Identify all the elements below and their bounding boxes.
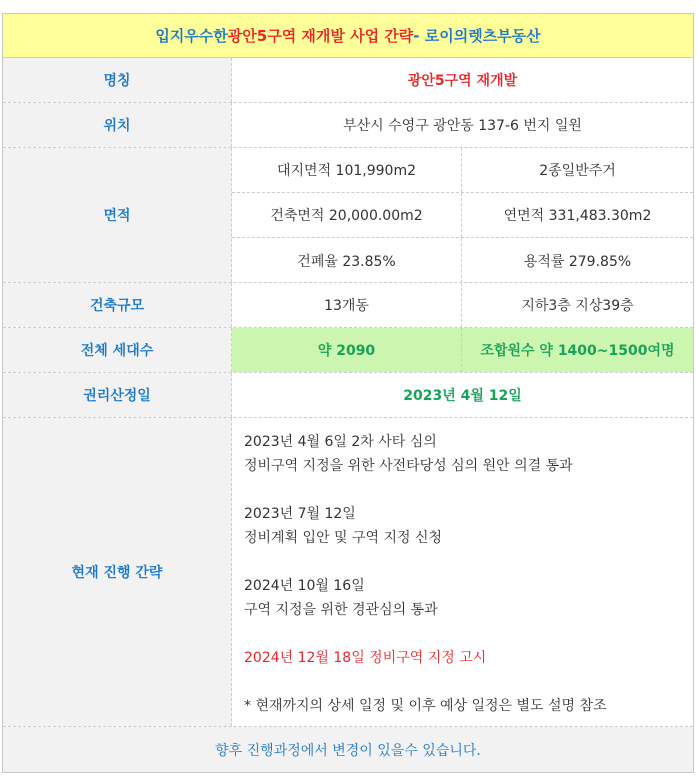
total-floor-area: 연면적 331,483.30m2 (503, 208, 652, 224)
table-row-name (3, 58, 693, 103)
row-label-scale: 건축규모 (3, 283, 232, 327)
row-label-progress: 현재 진행 간략 (3, 418, 232, 726)
title-suffix: - 로이의렛츠부동산 (413, 27, 541, 45)
row-label-location: 위치 (3, 103, 232, 147)
site-area: 대지면적 101,990m2 (232, 148, 462, 192)
area-subrow (232, 193, 693, 238)
progress-note: * 현재까지의 상세 일정 및 이후 예상 일정은 별도 설명 참조 (244, 698, 607, 714)
table-row-area (3, 148, 693, 283)
household-count: 약 2090 (232, 328, 462, 372)
area-subrow (232, 238, 693, 283)
row-label-rights-date: 권리산정일 (3, 373, 232, 417)
progress-entry-date: 2023년 7월 12일 (244, 506, 356, 522)
location-value: 부산시 수영구 광안동 137-6 번지 일원 (343, 118, 582, 134)
row-label-households: 전체 세대수 (3, 328, 232, 372)
progress-entry-desc: 정비구역 지정을 위한 사전타당성 심의 원안 의결 통과 (244, 458, 573, 474)
table-row-progress (3, 418, 693, 727)
area-subrow (232, 148, 693, 193)
row-label-name: 명칭 (3, 58, 232, 102)
rights-date-value: 2023년 4월 12일 (403, 388, 522, 404)
table-footer-note: 향후 진행과정에서 변경이 있을수 있습니다. (3, 727, 693, 772)
member-count: 조합원수 약 1400~1500여명 (462, 328, 693, 372)
table-title (3, 14, 693, 58)
progress-entry-date: 2023년 4월 6일 2차 사타 심의 (244, 434, 437, 450)
building-area: 건축면적 20,000.00m2 (232, 193, 462, 237)
info-table (2, 13, 694, 773)
table-row-households (3, 328, 693, 373)
table-row-scale (3, 283, 693, 328)
title-prefix: 입지우수한 (155, 27, 228, 45)
progress-entry-desc: 구역 지정을 위한 경관심의 통과 (244, 602, 438, 618)
zoning: 2종일반주거 (539, 163, 616, 179)
progress-entry-desc: 정비계획 입안 및 구역 지정 신청 (244, 530, 443, 546)
building-count: 13개동 (232, 283, 462, 327)
progress-entry-date: 2024년 10월 16일 (244, 578, 365, 594)
progress-highlight: 2024년 12월 18일 정비구역 지정 고시 (244, 650, 487, 666)
title-highlight: 광안5구역 재개발 사업 간략 (227, 27, 414, 45)
project-name: 광안5구역 재개발 (407, 73, 518, 89)
table-row-rights-date (3, 373, 693, 418)
building-coverage: 건폐율 23.85% (232, 238, 462, 283)
row-label-area: 면적 (3, 148, 232, 282)
floor-area-ratio: 용적률 279.85% (523, 253, 632, 270)
floor-count: 지하3층 지상39층 (521, 298, 634, 314)
table-row-location (3, 103, 693, 148)
progress-content (232, 418, 693, 726)
